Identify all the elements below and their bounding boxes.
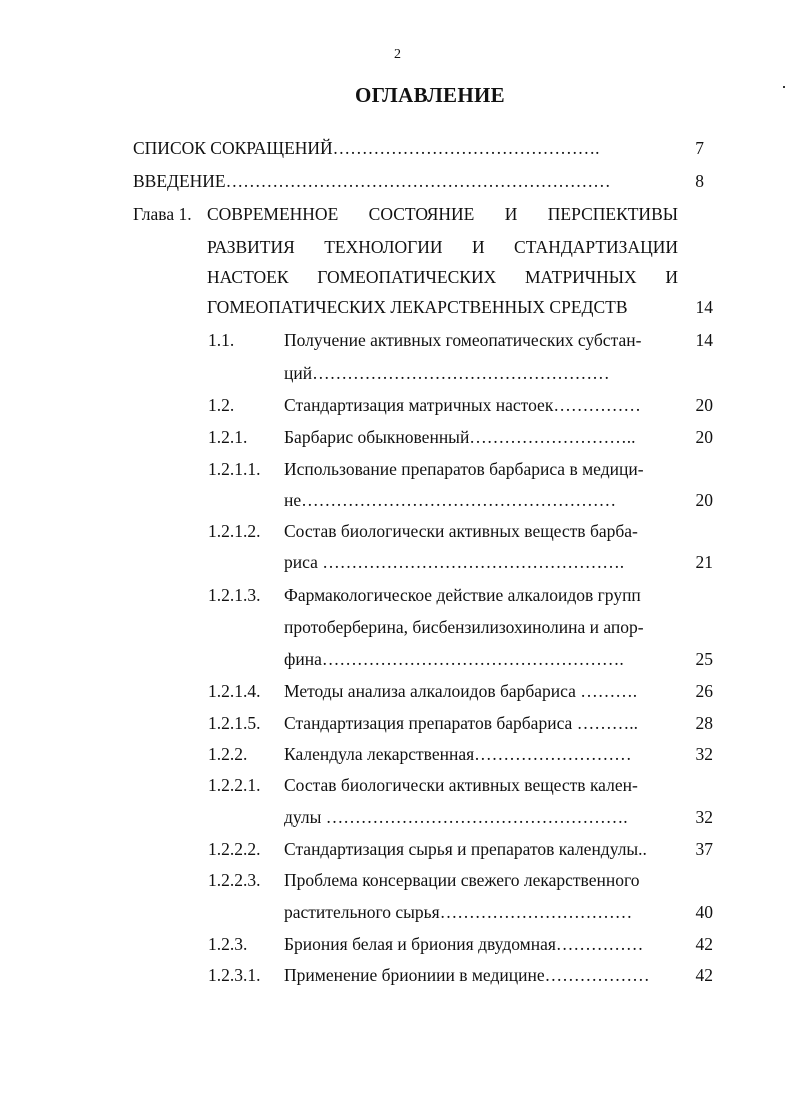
toc-entry-line: ций…………………………………………… xyxy=(284,363,610,383)
toc-entry-line: Состав биологически активных веществ барба- xyxy=(284,521,638,541)
toc-entry-line: дулы ……………………………………………. xyxy=(284,807,628,827)
toc-entry-number: 1.2.2.2. xyxy=(208,839,261,859)
toc-entry-number: 1.2.1.3. xyxy=(208,585,261,605)
scan-speck xyxy=(783,86,785,88)
toc-entry-page: 8 xyxy=(695,171,704,191)
toc-entry-number: 1.2.1.4. xyxy=(208,681,261,701)
toc-entry-number: Глава 1. xyxy=(133,204,192,224)
toc-entry-line: Бриония белая и бриония двудомная…………… xyxy=(284,934,644,954)
toc-entry-line: растительного сырья…………………………… xyxy=(284,902,633,922)
toc-entry-number: 1.2. xyxy=(208,395,235,415)
toc-entry-line: фина……………………………………………. xyxy=(284,649,624,669)
toc-entry-line: Стандартизация препаратов барбариса ……….. xyxy=(284,713,638,733)
toc-entry-text: СПИСОК СОКРАЩЕНИЙ………………………………………. xyxy=(133,138,600,158)
toc-entry-line: НАСТОЕК ГОМЕОПАТИЧЕСКИХ МАТРИЧНЫХ И xyxy=(207,267,678,287)
toc-entry-line: не……………………………………………… xyxy=(284,490,617,510)
toc-entry-line: протоберберина, бисбензилизохинолина и апор- xyxy=(284,617,644,637)
toc-entry-number: 1.2.2.1. xyxy=(208,775,261,795)
toc-entry-line: Фармакологическое действие алкалоидов групп xyxy=(284,585,641,605)
toc-entry-line: Календула лекарственная……………………… xyxy=(284,744,632,764)
toc-entry-line: СОВРЕМЕННОЕ СОСТОЯНИЕ И ПЕРСПЕКТИВЫ xyxy=(207,204,678,224)
toc-entry-number: 1.2.1.5. xyxy=(208,713,261,733)
toc-entry-number: 1.2.3.1. xyxy=(208,965,261,985)
toc-entry-page: 14 xyxy=(695,330,713,350)
toc-entry-line: Методы анализа алкалоидов барбариса ………. xyxy=(284,681,638,701)
toc-entry-page: 20 xyxy=(695,490,713,510)
toc-entry-page: 32 xyxy=(695,744,713,764)
toc-entry-line: Получение активных гомеопатических субстан- xyxy=(284,330,642,350)
toc-entry-page: 32 xyxy=(695,807,713,827)
toc-entry-page: 42 xyxy=(695,934,713,954)
toc-entry-line: РАЗВИТИЯ ТЕХНОЛОГИИ И СТАНДАРТИЗАЦИИ xyxy=(207,237,678,257)
toc-entry-line: Барбарис обыкновенный……………………….. xyxy=(284,427,636,447)
toc-entry-page: 28 xyxy=(695,713,713,733)
toc-entry-page: 26 xyxy=(695,681,713,701)
toc-entry-number: 1.1. xyxy=(208,330,235,350)
toc-entry-page: 21 xyxy=(695,552,713,572)
toc-entry-page: 20 xyxy=(695,427,713,447)
toc-entry-page: 40 xyxy=(695,902,713,922)
toc-entry-page: 14 xyxy=(695,297,713,317)
toc-entry-number: 1.2.1. xyxy=(208,427,248,447)
toc-entry-page: 37 xyxy=(695,839,713,859)
toc-entry-line: Состав биологически активных веществ кален- xyxy=(284,775,638,795)
page-title: ОГЛАВЛЕНИЕ xyxy=(355,83,505,107)
toc-entry-number: 1.2.3. xyxy=(208,934,248,954)
toc-entry-page: 7 xyxy=(695,138,704,158)
toc-entry-number: 1.2.1.1. xyxy=(208,459,261,479)
toc-entry-line: Стандартизация сырья и препаратов календулы.. xyxy=(284,839,647,859)
toc-entry-line: Проблема консервации свежего лекарственного xyxy=(284,870,640,890)
toc-entry-number: 1.2.1.2. xyxy=(208,521,261,541)
toc-entry-text: ВВЕДЕНИЕ………………………………………………………… xyxy=(133,171,611,191)
toc-entry-line: риса ……………………………………………. xyxy=(284,552,625,572)
toc-entry-line: ГОМЕОПАТИЧЕСКИХ ЛЕКАРСТВЕННЫХ СРЕДСТВ xyxy=(207,297,628,317)
toc-entry-page: 20 xyxy=(695,395,713,415)
toc-entry-line: Стандартизация матричных настоек…………… xyxy=(284,395,641,415)
toc-entry-number: 1.2.2.3. xyxy=(208,870,261,890)
toc-entry-page: 42 xyxy=(695,965,713,985)
page-number: 2 xyxy=(394,47,401,62)
toc-entry-number: 1.2.2. xyxy=(208,744,248,764)
toc-entry-line: Применение бриониии в медицине……………… xyxy=(284,965,650,985)
toc-entry-line: Использование препаратов барбариса в медици- xyxy=(284,459,644,479)
toc-entry-page: 25 xyxy=(695,649,713,669)
